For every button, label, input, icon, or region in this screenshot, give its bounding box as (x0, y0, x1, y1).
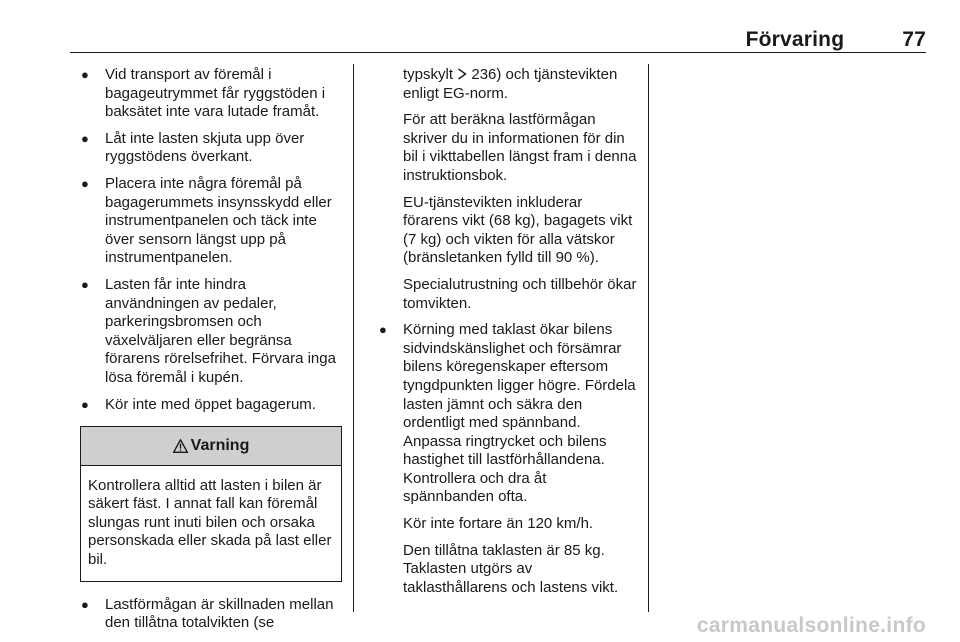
column-divider-right (648, 64, 649, 612)
list-item-text: Kör inte fortare än 120 km/h. (403, 515, 594, 533)
list-item-text: Lasten får inte hindra användningen av pedaler, parkeringsbromsen och växelväljaren eller begränsa förarens rörelsefrihet. Förvara inga lösa föremål i kupén. (105, 275, 336, 386)
page-title: Förvaring (745, 28, 845, 51)
left-column (80, 66, 342, 641)
warning-title: Varning (190, 437, 250, 455)
warning-text: Kontrollera alltid att lasten i bilen är säkert fäst. I annat fall kan föremål slungas runt inuti bilen och orsaka personskada eller skada på last eller bil. (88, 476, 332, 569)
paragraph: EU-tjänstevikten inkluderar förarens vikt (68 kg), bagagets vikt (7 kg) och vikten för alla vätskor (bränsletanken fylld till 90 %). (403, 193, 633, 267)
continued-paragraphs (378, 66, 640, 313)
header-rule (70, 52, 926, 53)
list-item (80, 596, 342, 633)
list-item (80, 130, 342, 167)
list-item-text: Placera inte några föremål på bagagerummets insynsskydd eller instrumentpanelen och täck inte över sensorn längst upp på instrumentpanelen. (105, 174, 332, 267)
paragraph: För att beräkna lastförmågan skriver du in informationen för din bil i vikttabellen längst fram i denna instruktionsbok. (403, 111, 637, 184)
page-reference[interactable]: 236 (471, 66, 497, 83)
bullet-icon: ● (81, 130, 89, 146)
warning-box (80, 426, 342, 582)
bullet-icon: ● (81, 175, 89, 191)
bullet-icon: ● (81, 276, 89, 292)
warning-header (81, 427, 341, 466)
list-item (80, 396, 342, 415)
column-divider-left (353, 64, 354, 612)
list-item-text: Den tillåtna taklasten är 85 kg. Taklasten utgörs av taklasthållarens och lastens vikt. (403, 541, 619, 596)
list-item-text: Låt inte lasten skjuta upp över ryggstödens överkant. (105, 129, 305, 166)
page-number: 77 (902, 28, 926, 51)
watermark: carmanualsonline.info (696, 614, 926, 637)
list-item-text: Kör inte med öppet bagagerum. (105, 395, 316, 413)
list-item-text: Vid transport av föremål i bagageutrymmet får ryggstöden i baksätet inte vara lutade framåt. (105, 66, 326, 121)
list-item-text: Körning med taklast ökar bilens sidvindskänslighet och försämrar bilens köregenskaper eftersom tyngdpunkten ligger högre. Fördela lasten jämnt och säkra den ordentligt med spännband. Anpassa ringtrycket och bilens hastighet till lastförhållandena. Kontrollera och dra åt spännbanden ofta. (403, 321, 636, 506)
bullet-icon: ● (81, 596, 89, 612)
bullet-icon: ● (81, 67, 89, 82)
paragraph: Specialutrustning och tillbehör ökar tomvikten. (403, 275, 637, 312)
bullet-icon: ● (81, 396, 89, 412)
middle-column (378, 66, 640, 605)
warning-triangle-icon (173, 439, 188, 453)
list-item (378, 321, 640, 597)
list-item (80, 276, 342, 388)
page-header (746, 28, 926, 52)
bullet-icon: ● (379, 322, 387, 338)
list-item-text: Lastförmågan är skillnaden mellan den tillåtna totalvikten (se (105, 595, 334, 632)
page-reference-arrow-icon (457, 68, 467, 80)
list-item (80, 175, 342, 268)
list-item (80, 66, 342, 122)
paragraph: typskylt 236) och tjänstevikten enligt EG-norm. (403, 66, 618, 102)
